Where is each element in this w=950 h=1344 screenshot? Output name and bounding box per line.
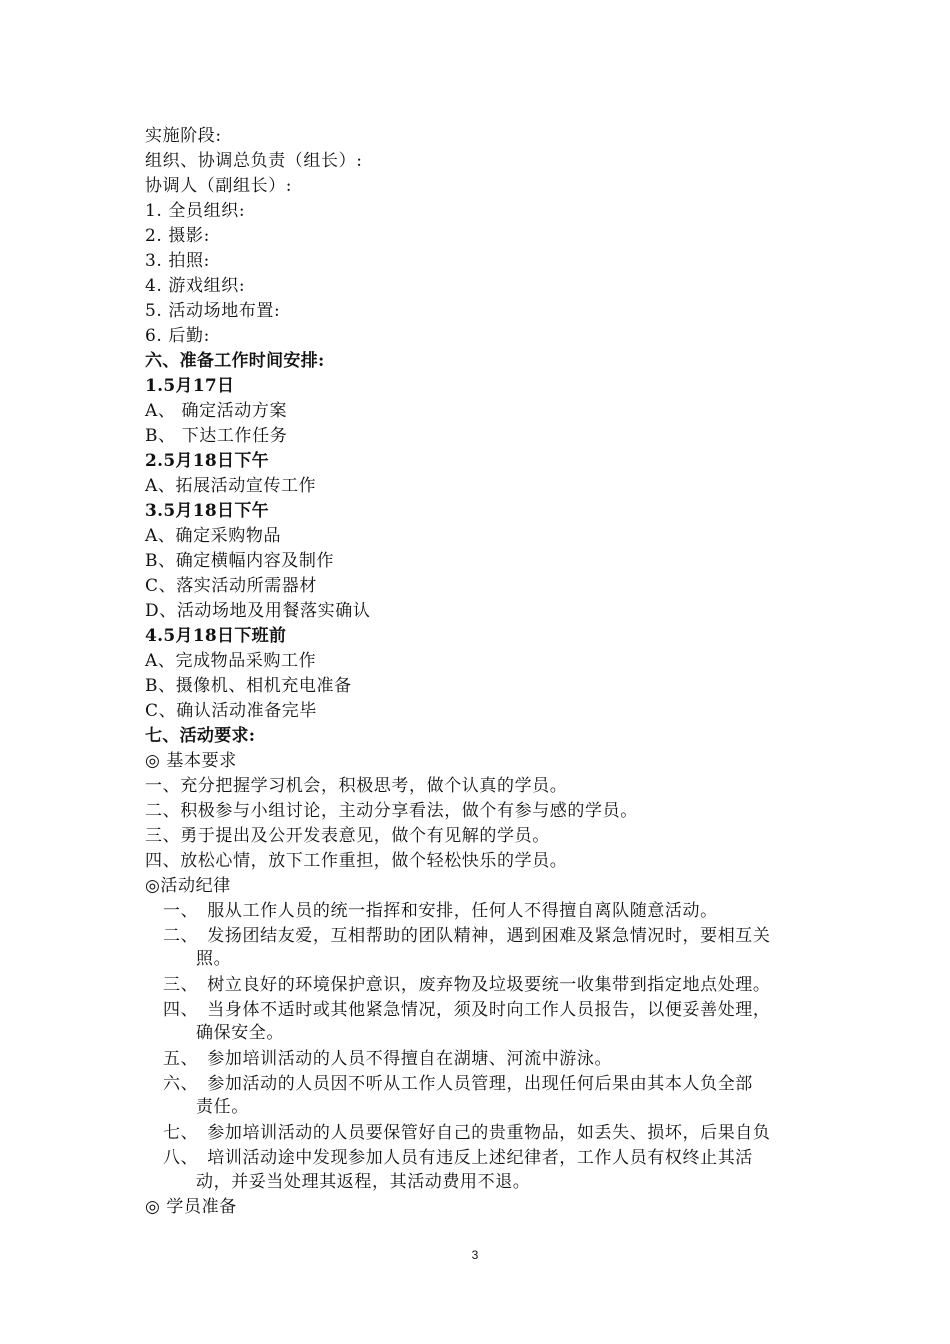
stage-label: 实施阶段: bbox=[145, 126, 222, 146]
schedule-item: A、 确定活动方案 bbox=[145, 401, 288, 421]
discipline-line: 动，并妥当处理其返程，其活动费用不退。 bbox=[196, 1172, 531, 1192]
schedule-item: B、 下达工作任务 bbox=[145, 426, 288, 446]
schedule-item: A、确定采购物品 bbox=[145, 526, 282, 546]
discipline-line: 八、 培训活动途中发现参加人员有违反上述纪律者，工作人员有权终止其活 bbox=[163, 1148, 753, 1168]
discipline-line: 三、 树立良好的环境保护意识，废弃物及垃圾要统一收集带到指定地点处理。 bbox=[163, 975, 771, 995]
deputy-label: 协调人（副组长）: bbox=[145, 176, 293, 196]
basic-requirements-title: ◎ 基本要求 bbox=[145, 751, 237, 771]
schedule-item: A、拓展活动宣传工作 bbox=[145, 476, 317, 496]
discipline-line: 二、 发扬团结友爱，互相帮助的团队精神，遇到困难及紧急情况时，要相互关 bbox=[163, 926, 771, 946]
schedule-item: C、确认活动准备完毕 bbox=[145, 701, 318, 721]
schedule-day-title: 4.5月18日下班前 bbox=[145, 626, 287, 646]
discipline-line: 一、 服从工作人员的统一指挥和安排，任何人不得擅自离队随意活动。 bbox=[163, 901, 718, 921]
discipline-line: 七、 参加培训活动的人员要保管好自己的贵重物品，如丢失、损坏，后果自负 bbox=[163, 1123, 771, 1143]
discipline-line: 责任。 bbox=[196, 1097, 249, 1117]
student-preparation-title: ◎ 学员准备 bbox=[145, 1197, 237, 1217]
schedule-item: A、完成物品采购工作 bbox=[145, 651, 317, 671]
discipline-line: 确保安全。 bbox=[196, 1023, 284, 1043]
org-item: 3. 拍照: bbox=[145, 251, 210, 271]
leader-label: 组织、协调总负责（组长）: bbox=[145, 151, 363, 171]
requirements-heading: 七、活动要求: bbox=[145, 726, 256, 746]
discipline-line: 六、 参加活动的人员因不听从工作人员管理，出现任何后果由其本人负全部 bbox=[163, 1074, 753, 1094]
schedule-item: B、摄像机、相机充电准备 bbox=[145, 676, 352, 696]
org-item: 4. 游戏组织: bbox=[145, 276, 246, 296]
discipline-line: 四、 当身体不适时或其他紧急情况，须及时向工作人员报告，以便妥善处理， bbox=[163, 1000, 771, 1020]
basic-requirement-item: 四、放松心情，放下工作重担，做个轻松快乐的学员。 bbox=[145, 851, 568, 871]
discipline-title: ◎活动纪律 bbox=[145, 876, 231, 896]
org-item: 5. 活动场地布置: bbox=[145, 301, 281, 321]
page-number: 3 bbox=[471, 1248, 479, 1262]
basic-requirement-item: 二、积极参与小组讨论，主动分享看法，做个有参与感的学员。 bbox=[145, 801, 638, 821]
schedule-item: B、确定横幅内容及制作 bbox=[145, 551, 335, 571]
discipline-line: 五、 参加培训活动的人员不得擅自在湖塘、河流中游泳。 bbox=[163, 1049, 613, 1069]
schedule-day-title: 1.5月17日 bbox=[145, 376, 235, 396]
schedule-heading: 六、准备工作时间安排: bbox=[145, 351, 325, 371]
basic-requirement-item: 一、充分把握学习机会，积极思考，做个认真的学员。 bbox=[145, 776, 568, 796]
schedule-item: D、活动场地及用餐落实确认 bbox=[145, 601, 371, 621]
org-item: 6. 后勤: bbox=[145, 326, 210, 346]
discipline-line: 照。 bbox=[196, 949, 232, 969]
org-item: 2. 摄影: bbox=[145, 226, 210, 246]
schedule-item: C、落实活动所需器材 bbox=[145, 576, 318, 596]
schedule-day-title: 3.5月18日下午 bbox=[145, 501, 269, 521]
org-item: 1. 全员组织: bbox=[145, 201, 246, 221]
basic-requirement-item: 三、勇于提出及公开发表意见，做个有见解的学员。 bbox=[145, 826, 550, 846]
schedule-day-title: 2.5月18日下午 bbox=[145, 451, 269, 471]
